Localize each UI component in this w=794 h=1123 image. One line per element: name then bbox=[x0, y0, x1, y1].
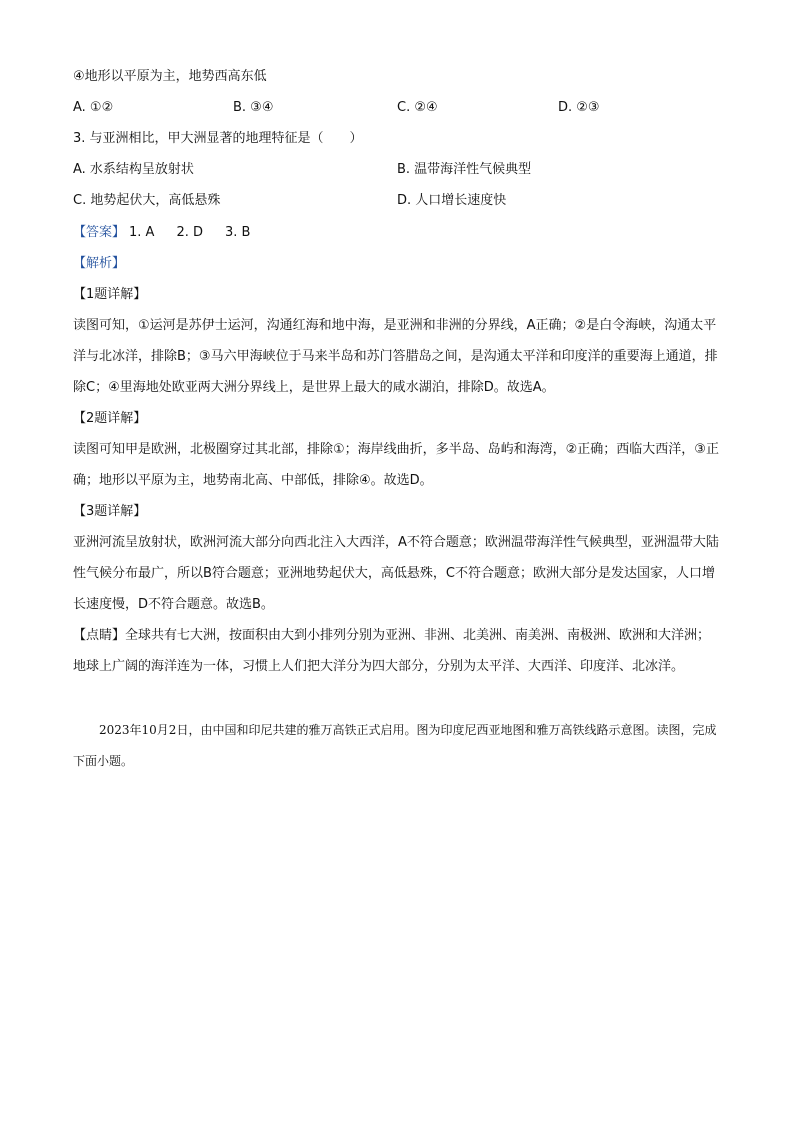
q2-option-d: D. ②③ bbox=[558, 100, 600, 115]
answer-2: 2. D bbox=[176, 225, 203, 240]
q2-option-a: A. ①② bbox=[73, 100, 114, 115]
answer-1: 1. A bbox=[129, 225, 155, 240]
question3-stem: 3. 与亚洲相比，甲大洲显著的地理特征是（ ） bbox=[73, 131, 363, 146]
detail2-title: 【2题详解】 bbox=[73, 411, 147, 426]
tip-label: 【点睛】 bbox=[73, 628, 126, 643]
next-question-intro: 2023年10月2日，由中国和印尼共建的雅万高铁正式启用。图为印度尼西亚地图和雅万高铁线路示意图。读图，完成下面小题。 bbox=[73, 723, 717, 768]
q3-option-c: C. 地势起伏大，高低悬殊 bbox=[73, 193, 221, 208]
q3-option-b: B. 温带海洋性气候典型 bbox=[397, 162, 532, 177]
detail3-text: 亚洲河流呈放射状，欧洲河流大部分向西北注入大西洋，A不符合题意；欧洲温带海洋性气候典型，亚洲温带大陆性气候分布最广，所以B符合题意；亚洲地势起伏大，高低悬殊，C不符合题意；欧洲大部分是发达国家，人口增长速度慢，D不符合题意。故选B。 bbox=[73, 535, 719, 612]
q3-option-d: D. 人口增长速度快 bbox=[397, 193, 507, 208]
answer-line bbox=[73, 224, 254, 242]
answer-label: 【答案】 bbox=[73, 225, 126, 240]
question2-item4: ④地形以平原为主，地势西高东低 bbox=[73, 69, 267, 84]
q2-option-b: B. ③④ bbox=[233, 100, 274, 115]
detail2-text: 读图可知甲是欧洲，北极圈穿过其北部，排除①；海岸线曲折，多半岛、岛屿和海湾，②正确；西临大西洋，③正确；地形以平原为主，地势南北高、中部低，排除④。故选D。 bbox=[73, 442, 719, 488]
detail1-title: 【1题详解】 bbox=[73, 287, 147, 302]
tip-block bbox=[73, 620, 721, 682]
analysis-label: 【解析】 bbox=[73, 256, 126, 271]
tip-text: 全球共有七大洲，按面积由大到小排列分别为亚洲、非洲、北美洲、南美洲、南极洲、欧洲和大洋洲；地球上广阔的海洋连为一体，习惯上人们把大洋分为四大部分，分别为太平洋、大西洋、印度洋、北冰洋。 bbox=[73, 628, 711, 674]
detail3-title: 【3题详解】 bbox=[73, 504, 147, 519]
answer-3: 3. B bbox=[225, 225, 251, 240]
q3-option-a: A. 水系结构呈放射状 bbox=[73, 162, 194, 177]
q2-option-c: C. ②④ bbox=[397, 100, 438, 115]
detail1-text: 读图可知，①运河是苏伊士运河，沟通红海和地中海，是亚洲和非洲的分界线，A正确；②是白令海峡，沟通太平洋与北冰洋，排除B；③马六甲海峡位于马来半岛和苏门答腊岛之间，是沟通太平洋和印度洋的重要海上通道，排除C；④里海地处欧亚两大洲分界线上，是世界上最大的咸水湖泊，排除D。故选A。 bbox=[73, 318, 718, 395]
